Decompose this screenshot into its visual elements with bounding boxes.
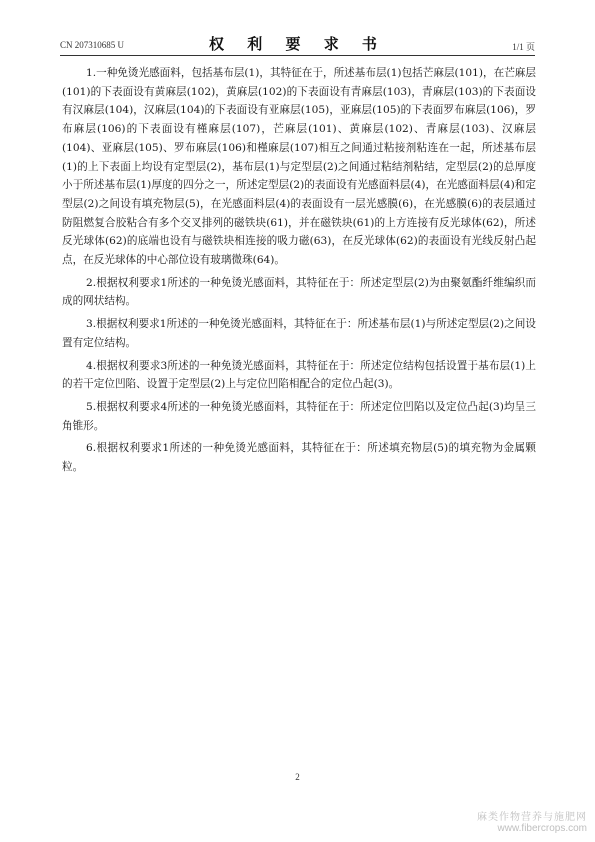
claim-4: 4.根据权利要求3所述的一种免烫光感面料，其特征在于：所述定位结构包括设置于基布层(1)上的若干定位凹陷、设置于定型层(2)上与定位凹陷相配合的定位凸起(3)。	[62, 359, 536, 391]
claim-3: 3.根据权利要求1所述的一种免烫光感面料，其特征在于：所述基布层(1)与所述定型层(2)之间设置有定位结构。	[62, 318, 536, 349]
claim-5: 5.根据权利要求4所述的一种免烫光感面料，其特征在于：所述定位凹陷以及定位凸起(3)均呈三角锥形。	[62, 400, 536, 432]
document-number: CN 207310685 U	[60, 40, 125, 50]
page-indicator: 1/1 页	[512, 42, 535, 52]
claim-1: 1.一种免烫光感面料，包括基布层(1)，其特征在于，所述基布层(1)包括芒麻层(101)，在芒麻层(101)的下表面设有黄麻层(102)，黄麻层(102)的下表面设有青麻层(103)，青麻层(103)的下表面设有汉麻层(104)，汉麻层(104)的下表面设有亚麻层(105)，亚麻层(105)的下表面罗布麻层(106)，罗布麻层(106)的下表面设有槿麻层(107)，芒麻层(101)、黄麻层(102)、青麻层(103)、汉麻层(104)、亚麻层(105)、罗布麻层(106)和槿麻层(107)相互之间通过粘接剂粘连在一起，所述基布层(1)的上下表面上均设有定型层(2)，基布层(1)与定型层(2)之间通过粘结剂粘结，定型层(2)的总厚度小于所述基布层(1)厚度的四分之一，所述定型层(2)的表面设有光感面料层(4)，在光感面料层(4)和定型层(2)之间设有填充物层(5)，在光感面料层(4)的表面设有一层光感膜(6)，在光感膜(6)的表层通过防阻燃复合胶粘合有多个交叉排列的磁铁块(61)，并在磁铁块(61)的上方连接有反光球体(62)，所述反光球体(62)的底端也设有与磁铁块相连接的吸力磁(63)，在反光球体(62)的表面设有光线反射凸起点，在反光球体的中心部位设有玻璃微珠(64)。	[62, 67, 536, 267]
watermark-site-name: 麻类作物营养与施肥网	[477, 812, 587, 823]
watermark	[477, 808, 587, 834]
page-title: 权 利 要 求 书	[209, 35, 386, 53]
page-number: 2	[295, 772, 300, 782]
claims-body	[62, 64, 536, 481]
watermark-url: www.fibercrops.com	[497, 823, 587, 834]
page-header	[60, 33, 535, 56]
claim-6: 6.根据权利要求1所述的一种免烫光感面料，其特征在于：所述填充物层(5)的填充物为金属颗粒。	[62, 442, 536, 474]
claim-2: 2.根据权利要求1所述的一种免烫光感面料，其特征在于：所述定型层(2)为由聚氨酯纤维编织而成的网状结构。	[62, 276, 536, 308]
